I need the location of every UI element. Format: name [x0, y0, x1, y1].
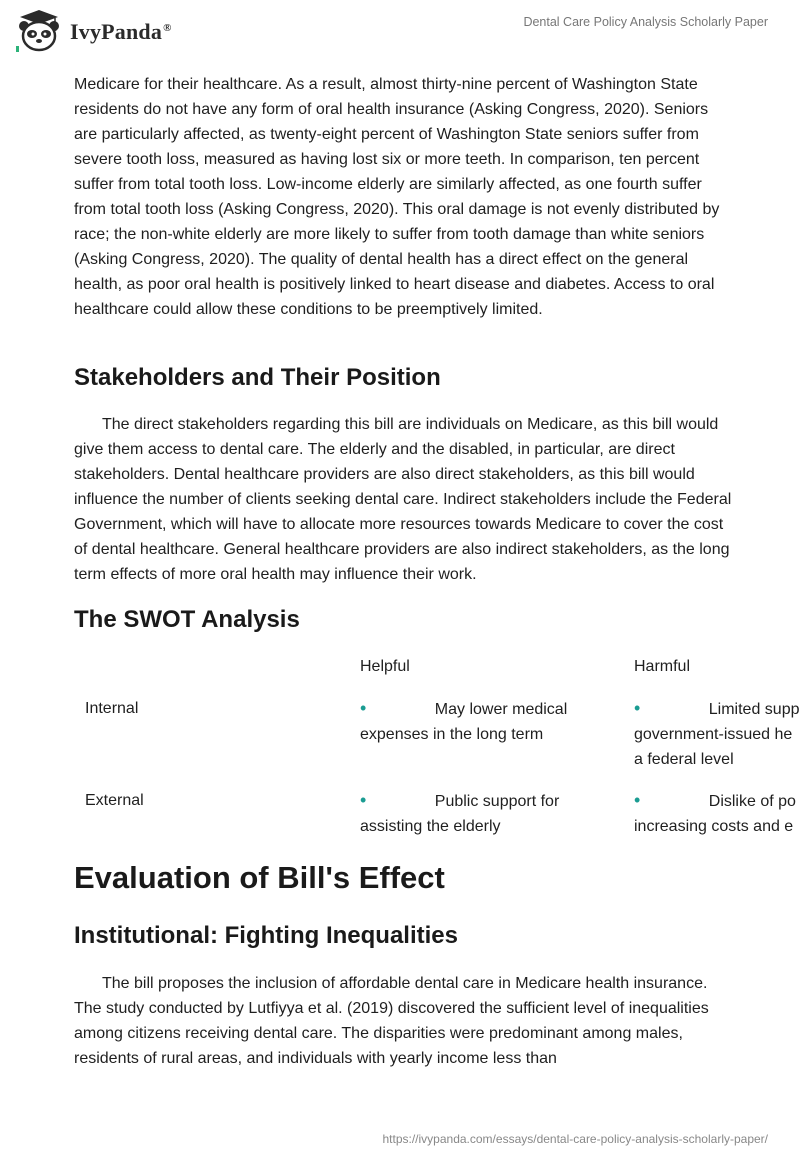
intro-paragraph	[74, 72, 734, 322]
heading-swot: The SWOT Analysis	[74, 606, 300, 633]
cell-text: Public support for	[434, 793, 560, 810]
cell-text: Limited supp	[708, 701, 800, 718]
footer-url-link[interactable]: https://ivypanda.com/essays/dental-care-policy-analysis-scholarly-paper/	[382, 1132, 768, 1146]
paragraph: The direct stakeholders regarding this bill are individuals on Medicare, as this bill would give them access to dental care. The elderly and the disabled, in particular, are direct stakeholders. Dental healthcare providers are also direct stakeholders, as this bill would influence the number of clients seeking dental care. Indirect stakeholders include the Federal Government, which will have to allocate more resources towards Medicare to cover the cost of dental healthcare. General healthcare providers are also indirect stakeholders, as the long term effects of more oral health may influence their work.	[74, 416, 732, 583]
document-title: Dental Care Policy Analysis Scholarly Paper	[523, 15, 768, 29]
paragraph: The bill proposes the inclusion of affordable dental care in Medicare health insurance. The study conducted by Lutfiyya et al. (2019) discovered the sufficient level of inequalities among citizens receiving dental care. The disparities were predominant among males, residents of rural areas, and individuals with yearly income less than	[74, 975, 709, 1067]
swot-row-internal: Internal	[85, 700, 139, 717]
page-header	[0, 0, 800, 60]
heading-stakeholders: Stakeholders and Their Position	[74, 364, 441, 391]
paragraph: Medicare for their healthcare. As a result, almost thirty-nine percent of Washington State residents do not have any form of oral health insurance (Asking Congress, 2020). Seniors are particularly affected, as twenty-eight percent of Washington State seniors suffer from severe tooth loss, measured as having lost six or more teeth. In comparison, ten percent suffer from total tooth loss. Low-income elderly are similarly affected, as one fourth suffer from total tooth loss (Asking Congress, 2020). This oral damage is not evenly distributed by race; the non-white elderly are more likely to suffer from tooth damage than white seniors (Asking Congress, 2020). The quality of dental health has a direct effect on the general health, as poor oral health is positively linked to heart disease and diabetes. Access to oral healthcare could allow these conditions to be preemptively limited.	[74, 76, 720, 318]
swot-row-external: External	[85, 792, 144, 809]
swot-internal-harmful	[634, 696, 799, 772]
heading-institutional: Institutional: Fighting Inequalities	[74, 922, 458, 949]
swot-external-helpful	[360, 788, 559, 839]
cell-text: Dislike of po	[708, 793, 796, 810]
bullet-icon: •	[634, 698, 641, 718]
cell-text: May lower medical	[434, 701, 568, 718]
bullet-icon: •	[360, 698, 367, 718]
bullet-icon: •	[634, 790, 641, 810]
stakeholders-paragraph	[74, 412, 734, 587]
cell-text: assisting the elderly	[360, 818, 501, 835]
swot-external-harmful	[634, 788, 796, 839]
swot-table	[74, 650, 800, 850]
brand-name: IvyPanda®	[70, 19, 172, 44]
cell-text: expenses in the long term	[360, 726, 544, 743]
swot-internal-helpful	[360, 696, 567, 747]
logo[interactable]	[14, 8, 172, 54]
swot-header-harmful: Harmful	[634, 658, 691, 675]
panda-logo-icon	[14, 8, 64, 54]
cell-text: government-issued he	[634, 726, 793, 743]
institutional-paragraph	[74, 971, 734, 1071]
swot-header-helpful: Helpful	[360, 658, 410, 675]
heading-evaluation: Evaluation of Bill's Effect	[74, 860, 445, 895]
bullet-icon: •	[360, 790, 367, 810]
cell-text: increasing costs and e	[634, 818, 794, 835]
cell-text: a federal level	[634, 751, 734, 768]
